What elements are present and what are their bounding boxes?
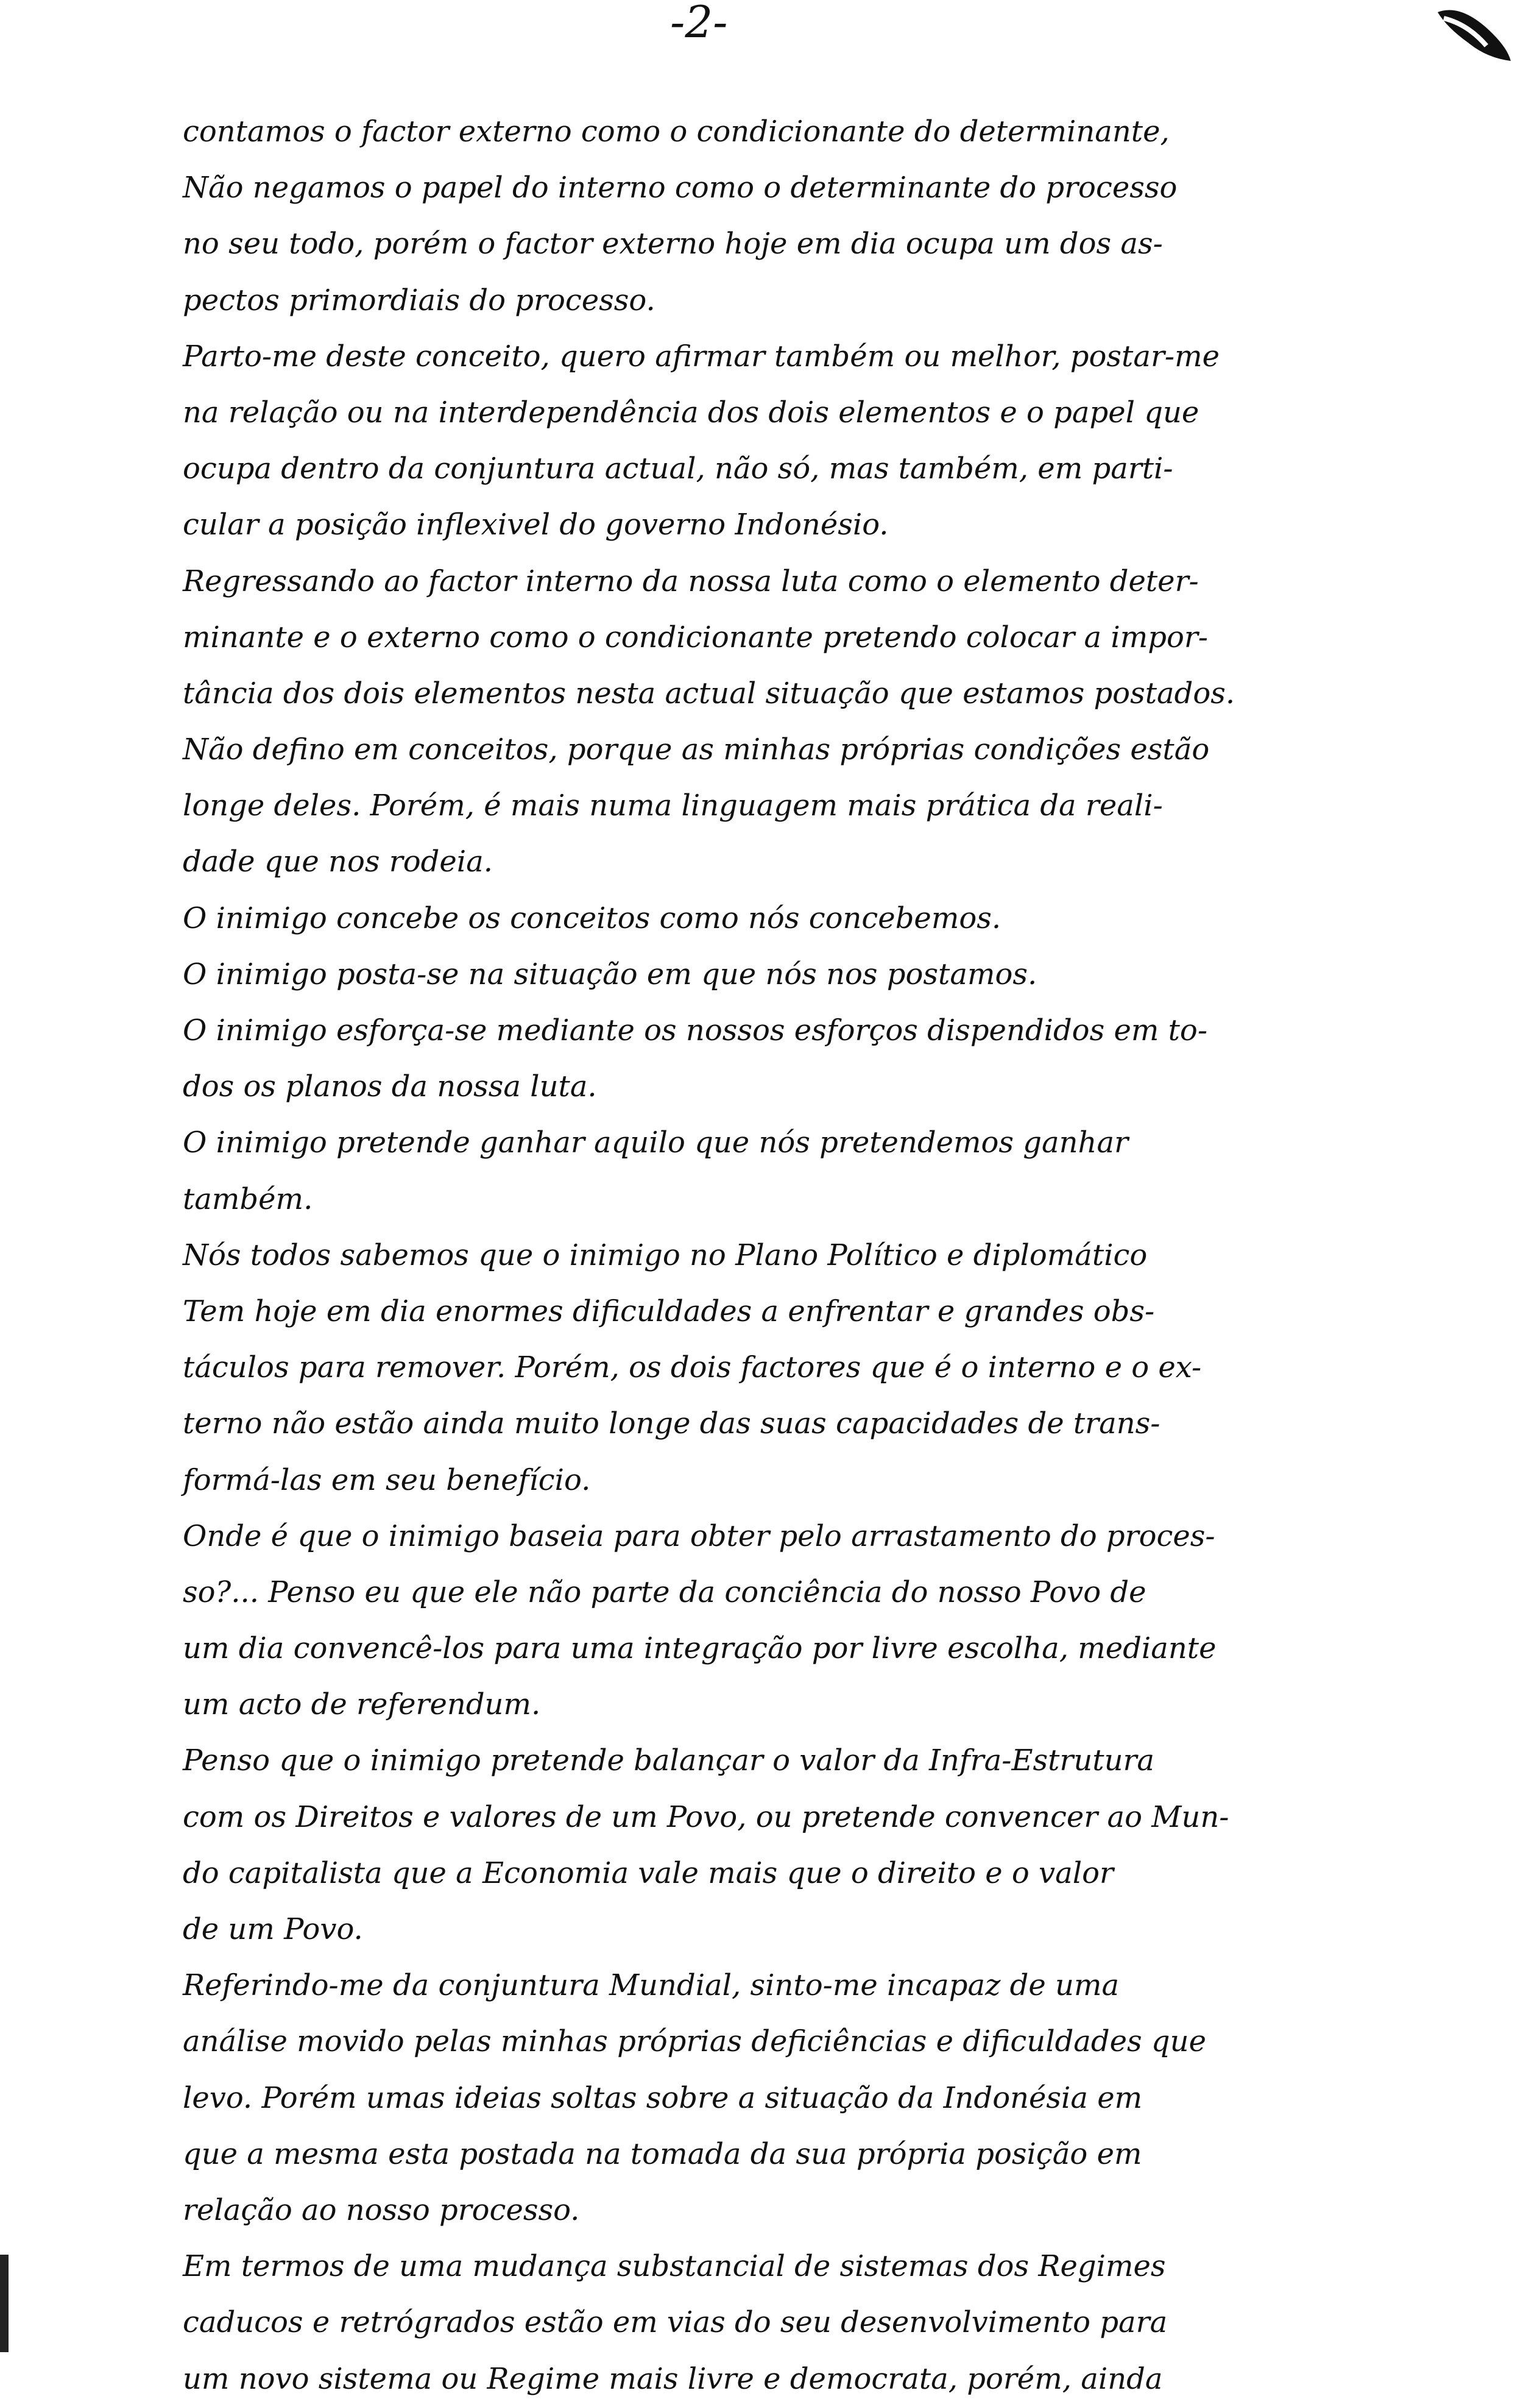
text-line: um dia convencê-los para uma integração por livre escolha, mediante	[183, 1631, 1217, 1666]
text-line: minante e o externo como o condicionante pretendo colocar a impor-	[183, 620, 1209, 654]
text-line: na relação ou na interdependência dos dois elementos e o papel que	[183, 395, 1199, 430]
text-line: terno não estão ainda muito longe das suas capacidades de trans-	[183, 1406, 1160, 1441]
text-line: longe deles. Porém, é mais numa linguagem mais prática da reali-	[183, 789, 1163, 823]
text-line: Penso que o inimigo pretende balançar o valor da Infra-Estrutura	[183, 1743, 1155, 1778]
text-line: dade que nos rodeia.	[183, 845, 493, 879]
page-number: -2-	[670, 0, 728, 48]
text-line: Onde é que o inimigo baseia para obter pelo arrastamento do proces-	[183, 1519, 1215, 1553]
text-line: Referindo-me da conjuntura Mundial, sinto-me incapaz de uma	[183, 1968, 1120, 2003]
text-line: Não defino em conceitos, porque as minhas próprias condições estão	[183, 732, 1210, 767]
text-line: do capitalista que a Economia vale mais que o direito e o valor	[183, 1856, 1114, 1890]
text-line: dos os planos da nossa luta.	[183, 1069, 597, 1104]
text-line: Regressando ao factor interno da nossa luta como o elemento deter-	[183, 564, 1199, 598]
text-line: pectos primordiais do processo.	[183, 283, 655, 317]
text-line: tância dos dois elementos nesta actual situação que estamos postados.	[183, 676, 1235, 711]
text-line: um acto de referendum.	[183, 1687, 541, 1722]
text-line: contamos o factor externo como o condicionante do determinante,	[183, 115, 1170, 149]
text-line: Em termos de uma mudança substancial de sistemas dos Regimes	[183, 2249, 1166, 2284]
text-line: com os Direitos e valores de um Povo, ou pretende convencer ao Mun-	[183, 1799, 1229, 1834]
text-line: O inimigo posta-se na situação em que nós nos postamos.	[183, 957, 1037, 991]
text-line: um novo sistema ou Regime mais livre e democrata, porém, ainda	[183, 2361, 1163, 2396]
corner-ink-mark	[1425, 0, 1517, 67]
scan-edge-mark	[0, 2255, 9, 2352]
text-line: O inimigo concebe os conceitos como nós concebemos.	[183, 901, 1001, 935]
text-line: Tem hoje em dia enormes dificuldades a enfrentar e grandes obs-	[183, 1294, 1155, 1328]
text-line: Nós todos sabemos que o inimigo no Plano Político e diplomático	[183, 1238, 1148, 1272]
text-line: análise movido pelas minhas próprias deficiências e dificuldades que	[183, 2024, 1206, 2059]
text-line: O inimigo pretende ganhar aquilo que nós pretendemos ganhar	[183, 1126, 1129, 1160]
text-line: no seu todo, porém o factor externo hoje em dia ocupa um dos as-	[183, 227, 1163, 261]
text-line: cular a posição inflexivel do governo Indonésio.	[183, 508, 889, 542]
text-line: também.	[183, 1182, 313, 1216]
text-line: ocupa dentro da conjuntura actual, não só, mas também, em parti-	[183, 452, 1173, 486]
text-line: O inimigo esforça-se mediante os nossos esforços dispendidos em to-	[183, 1013, 1208, 1048]
handwritten-text-block	[183, 104, 1492, 2407]
text-line: levo. Porém umas ideias soltas sobre a situação da Indonésia em	[183, 2080, 1143, 2115]
text-line: Parto-me deste conceito, quero afirmar também ou melhor, postar-me	[183, 339, 1220, 374]
text-line: que a mesma esta postada na tomada da sua própria posição em	[183, 2136, 1142, 2171]
text-line: formá-las em seu benefício.	[183, 1462, 591, 1497]
text-line: de um Povo.	[183, 1912, 363, 1946]
text-line: so?... Penso eu que ele não parte da conciência do nosso Povo de	[183, 1575, 1146, 1609]
text-line: táculos para remover. Porém, os dois factores que é o interno e o ex-	[183, 1350, 1202, 1385]
text-line: relação ao nosso processo.	[183, 2193, 580, 2227]
text-line: caducos e retrógrados estão em vias do seu desenvolvimento para	[183, 2305, 1168, 2340]
text-line: Não negamos o papel do interno como o determinante do processo	[183, 171, 1178, 205]
